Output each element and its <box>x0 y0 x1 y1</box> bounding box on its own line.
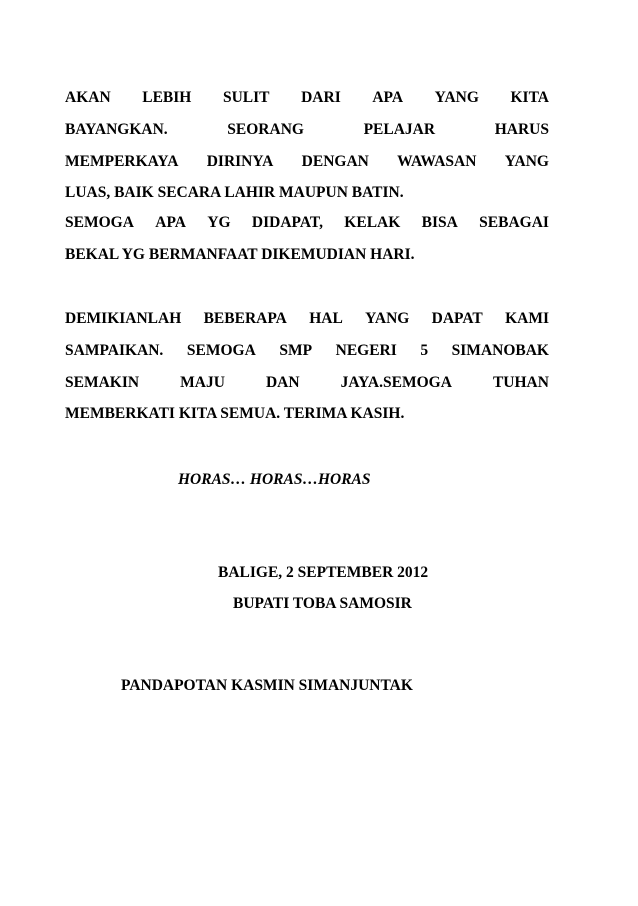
word: DAPAT <box>431 310 483 327</box>
word: MEMPERKAYA <box>65 153 179 170</box>
paragraph1-line-6: BEKAL YG BERMANFAAT DIKEMUDIAN HARI. <box>65 246 415 263</box>
word: DAN <box>265 374 300 391</box>
paragraph1-line-2 <box>65 120 549 140</box>
word: DIRINYA <box>206 153 274 170</box>
signature-name: PANDAPOTAN KASMIN SIMANJUNTAK <box>121 677 413 694</box>
word: SEMOGA <box>186 342 256 359</box>
word: BAYANGKAN. <box>65 121 168 138</box>
word: YANG <box>434 89 479 106</box>
word: APA <box>155 214 186 231</box>
word: SMP <box>279 342 313 359</box>
word: SAMPAIKAN. <box>65 342 164 359</box>
word: DIDAPAT, <box>251 214 323 231</box>
paragraph2-line-2 <box>65 341 549 361</box>
paragraph2-line-3 <box>65 373 549 393</box>
word: SEBAGAI <box>479 214 549 231</box>
word: YANG <box>365 310 410 327</box>
paragraph2-line-4: MEMBERKATI KITA SEMUA. TERIMA KASIH. <box>65 405 405 422</box>
paragraph1-line-3 <box>65 152 549 172</box>
word: BISA <box>421 214 458 231</box>
word: TUHAN <box>492 374 549 391</box>
word: AKAN <box>65 89 111 106</box>
word: WAWASAN <box>397 153 477 170</box>
paragraph1-line-4: LUAS, BAIK SECARA LAHIR MAUPUN BATIN. <box>65 184 404 201</box>
word: SEORANG <box>227 121 304 138</box>
word: YG <box>207 214 231 231</box>
word: KAMI <box>505 310 549 327</box>
greeting: HORAS… HORAS…HORAS <box>178 471 371 488</box>
word: DEMIKIANLAH <box>65 310 182 327</box>
word: SEMOGA <box>65 214 134 231</box>
word: DENGAN <box>301 153 369 170</box>
word: KITA <box>510 89 549 106</box>
signature-place-date: BALIGE, 2 SEPTEMBER 2012 <box>218 564 429 581</box>
word: NEGERI <box>335 342 397 359</box>
word: DARI <box>301 89 341 106</box>
word: SEMAKIN <box>65 374 140 391</box>
word: SULIT <box>222 89 270 106</box>
word: JAYA.SEMOGA <box>340 374 452 391</box>
word: LEBIH <box>142 89 192 106</box>
word: KELAK <box>344 214 401 231</box>
paragraph2-line-1 <box>65 309 549 329</box>
word: 5 <box>420 342 429 359</box>
word: MAJU <box>180 374 225 391</box>
word: YANG <box>504 153 549 170</box>
signature-position: BUPATI TOBA SAMOSIR <box>233 595 412 612</box>
word: PELAJAR <box>363 121 436 138</box>
paragraph1-line-1 <box>65 88 549 108</box>
paragraph1-line-5 <box>65 213 549 233</box>
word: APA <box>372 89 404 106</box>
word: BEBERAPA <box>203 310 287 327</box>
word: SIMANOBAK <box>451 342 549 359</box>
word: HARUS <box>494 121 549 138</box>
word: HAL <box>309 310 343 327</box>
